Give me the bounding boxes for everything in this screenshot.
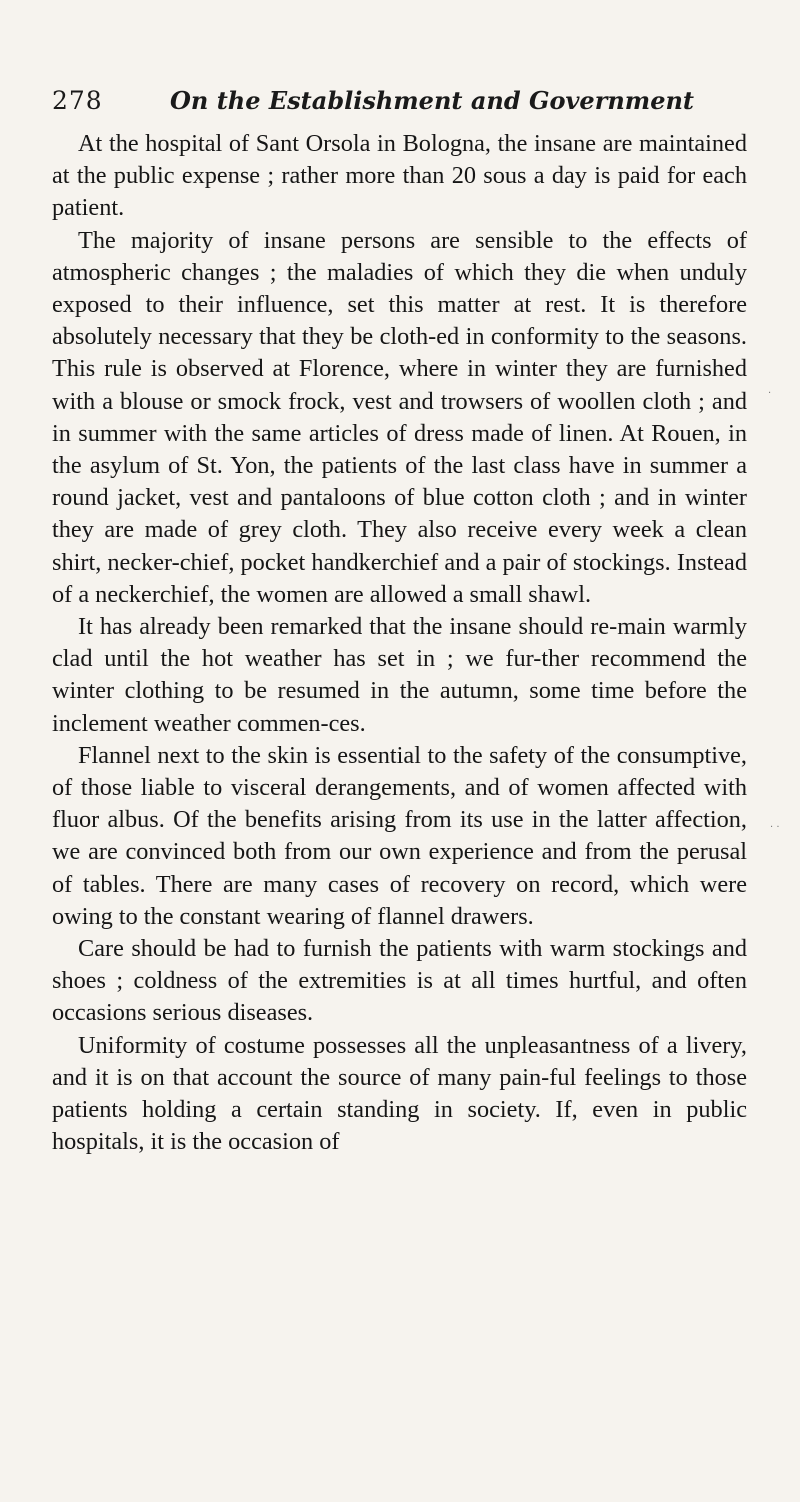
paragraph-bologna: At the hospital of Sant Orsola in Bologna, the insane are maintained at the public expense ; rather more than 20 sous a day is paid for each patient. [52, 130, 747, 222]
margin-speck: · [768, 388, 772, 399]
page-header [52, 86, 752, 126]
page-number: 278 [52, 86, 103, 115]
body-text [52, 128, 747, 1159]
running-title: On the Establishment and Government [170, 86, 694, 115]
paragraph-uniformity: Uniformity of costume possesses all the unpleasantness of a livery, and it is on that account the source of many pain-ful feelings to those patients holding a certain standing in society. If, even in public hospitals, it is the occasion of [52, 1031, 747, 1156]
paragraph-atmospheric-changes: The majority of insane persons are sensible to the effects of atmospheric changes ; the maladies of which they die when unduly exposed to their influence, set this matter at rest. It is therefore absolutely necessary that they be cloth-ed in conformity to the seasons. This rule is observed at Florence, where in winter they are furnished with a blouse or smock frock, vest and trowsers of woollen cloth ; and in summer with the same articles of dress made of linen. At Rouen, in the asylum of St. Yon, the patients of the last class have in summer a round jacket, vest and pantaloons of blue cotton cloth ; and in winter they are made of grey cloth. They also receive every week a clean shirt, necker-chief, pocket handkerchief and a pair of stockings. Instead of a neckerchief, the women are allowed a small shawl. [52, 226, 747, 608]
margin-speck: · · [770, 822, 780, 833]
paragraph-warm-clothing: It has already been remarked that the insane should re-main warmly clad until the hot weather has set in ; we fur-ther recommend the winter clothing to be resumed in the autumn, some time before the inclement weather commen-ces. [52, 613, 747, 737]
paragraph-stockings: Care should be had to furnish the patients with warm stockings and shoes ; coldness of the extremities is at all times hurtful, and often occasions serious diseases. [52, 935, 747, 1027]
paragraph-flannel: Flannel next to the skin is essential to the safety of the consumptive, of those liable to visceral derangements, and of women affected with fluor albus. Of the benefits arising from its use in the latter affection, we are convinced both from our own experience and from the perusal of tables. There are many cases of recovery on record, which were owing to the constant wearing of flannel drawers. [52, 741, 747, 930]
